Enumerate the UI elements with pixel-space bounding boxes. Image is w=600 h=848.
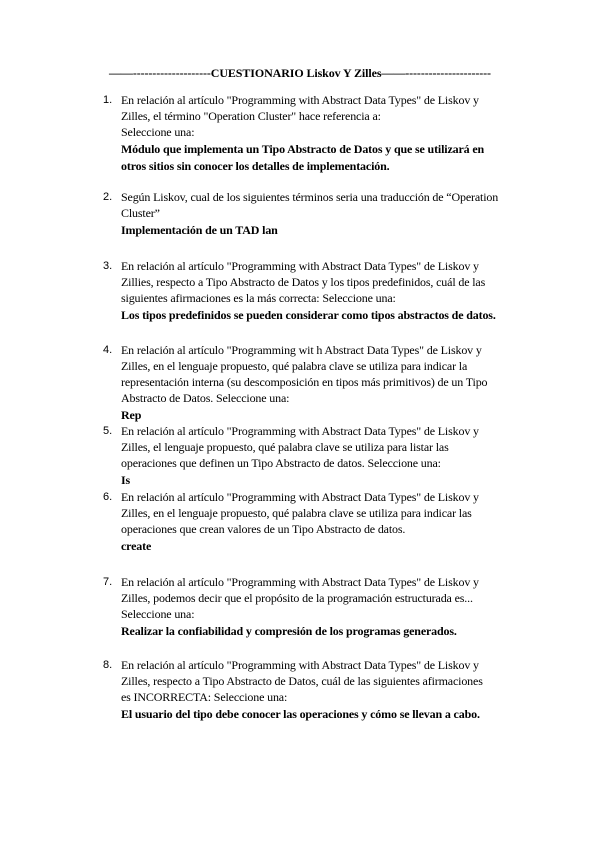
question-text-line: En relación al artículo "Programming with Abstract Data Types" de Liskov y [121, 575, 479, 589]
question-number: 6. [103, 491, 113, 503]
question-text-line: Zilles, respecto a Tipo Abstracto de Datos, cuál de las siguientes afirmaciones [121, 674, 483, 688]
question-text-line: Según Liskov, cual de los siguientes términos seria una traducción de “Operation [121, 190, 499, 204]
question-text-line: En relación al artículo "Programming wit h Abstract Data Types" de Liskov y [121, 343, 482, 357]
answer-text: Realizar la confiabilidad y compresión de los programas generados. [121, 624, 457, 638]
question-text-line: operaciones que crean valores de un Tipo Abstracto de datos. [121, 522, 406, 536]
question-text-line: es INCORRECTA: Seleccione una: [121, 690, 288, 704]
question-text-line: Seleccione una: [121, 607, 195, 621]
question-text-line: Zillies, respecto a Tipo Abstracto de Datos y los tipos predefinidos, cuál de las [121, 275, 486, 289]
answer-text: Módulo que implementa un Tipo Abstracto de Datos y que se utilizará en [121, 142, 485, 156]
answer-text: create [121, 539, 152, 553]
answer-text: Implementación de un TAD lan [121, 223, 278, 237]
page-title: ——--------------------CUESTIONARIO Liskov Y Zilles——---------------------- [109, 66, 491, 80]
question-text-line: Zilles, en el lenguaje propuesto, qué palabra clave se utiliza para indicar las [121, 506, 472, 520]
question-number: 3. [103, 260, 113, 272]
answer-text: otros sitios sin conocer los detalles de implementación. [121, 159, 390, 173]
question-number: 5. [103, 425, 113, 437]
answer-text: Los tipos predefinidos se pueden considerar como tipos abstractos de datos. [121, 308, 496, 322]
question-text-line: En relación al artículo "Programming with Abstract Data Types" de Liskov y [121, 93, 479, 107]
question-number: 8. [103, 659, 113, 671]
question-text-line: En relación al artículo "Programming with Abstract Data Types" de Liskov y [121, 424, 479, 438]
answer-text: Rep [121, 408, 142, 422]
question-text-line: Zilles, podemos decir que el propósito de la programación estructurada es... [121, 591, 473, 605]
question-number: 2. [103, 191, 113, 203]
answer-text: Is [121, 473, 131, 487]
question-text-line: Zilles, en el lenguaje propuesto, qué palabra clave se utiliza para indicar la [121, 359, 468, 373]
question-text-line: En relación al artículo "Programming with Abstract Data Types" de Liskov y [121, 658, 479, 672]
question-text-line: operaciones que definen un Tipo Abstracto de datos. Seleccione una: [121, 456, 441, 470]
question-text-line: En relación al artículo "Programming with Abstract Data Types" de Liskov y [121, 259, 479, 273]
question-text-line: Cluster” [121, 206, 160, 220]
question-text-line: Seleccione una: [121, 125, 195, 139]
question-number: 7. [103, 576, 113, 588]
question-text-line: En relación al artículo "Programming with Abstract Data Types" de Liskov y [121, 490, 479, 504]
question-text-line: representación interna (su descomposición en tipos más primitivos) de un Tipo [121, 375, 488, 389]
answer-text: El usuario del tipo debe conocer las operaciones y cómo se llevan a cabo. [121, 707, 480, 721]
question-number: 1. [103, 94, 113, 106]
question-number: 4. [103, 344, 113, 356]
question-text-line: siguientes afirmaciones es la más correcta: Seleccione una: [121, 291, 396, 305]
question-text-line: Abstracto de Datos. Seleccione una: [121, 391, 290, 405]
question-text-line: Zilles, el lenguaje propuesto, qué palabra clave se utiliza para listar las [121, 440, 449, 454]
question-text-line: Zilles, el término "Operation Cluster" hace referencia a: [121, 109, 381, 123]
